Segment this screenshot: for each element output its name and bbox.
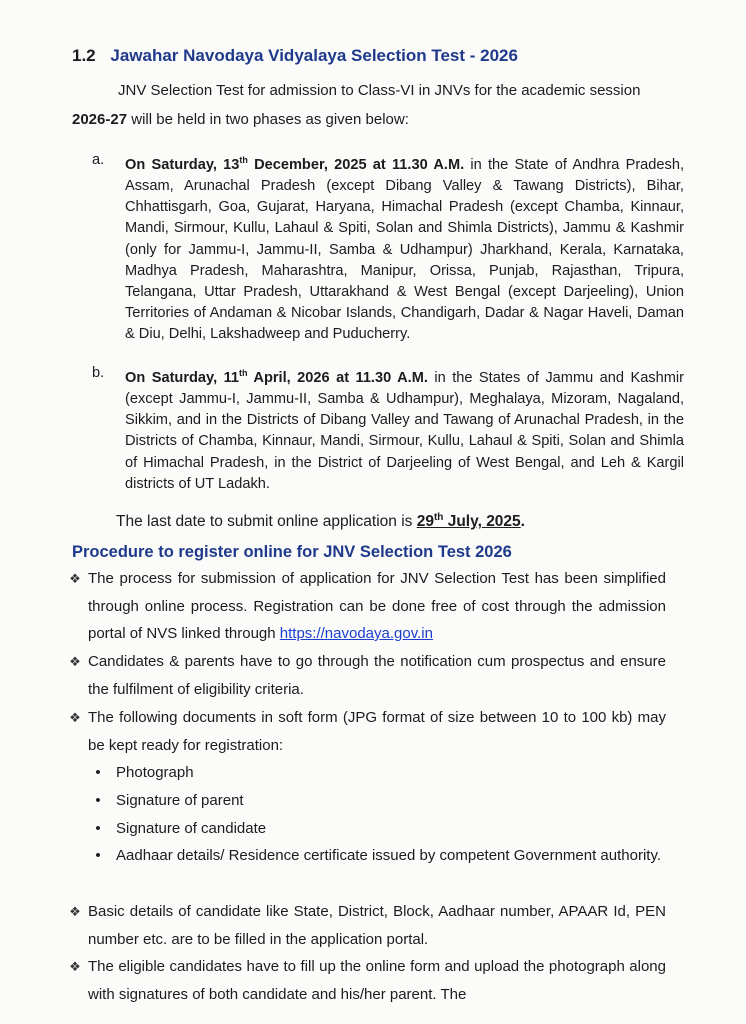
intro-session: 2026-27: [72, 111, 128, 128]
section-heading: [72, 46, 518, 66]
section-title: Jawahar Navodaya Vidyalaya Selection Test - 2026: [110, 46, 518, 65]
bullet-dot-icon: •: [95, 764, 101, 781]
bullet-4-text: Basic details of candidate like State, District, Block, Aadhaar number, APAAR Id, PEN number etc. are to be filled in the application portal.: [88, 903, 666, 948]
procedure-bullet-3: [66, 704, 666, 759]
last-date-line: The last date to submit online application is 29th July, 2025.: [116, 512, 525, 531]
bullet-dot-icon: •: [95, 792, 101, 809]
document-item: • Signature of parent: [92, 787, 666, 815]
navodaya-portal-link[interactable]: https://navodaya.gov.in: [279, 625, 433, 642]
phase-b-text: in the States of Jammu and Kashmir (except Jammu-I, Jammu-II, Samba & Udhampur), Meghalaya, Mizoram, Nagaland, Sikkim, and in the Districts of Dibang Valley and Tawang of Arunachal Pradesh, in the Districts of Chamba, Kinnaur, Mandi, Sirmour, Kullu, Lahaul & Spiti, Solan and Shimla of Himachal Pradesh, in the District of Darjeeling of West Bengal, and Leh & Kargil districts of UT Ladakh.: [125, 369, 684, 492]
section-number: 1.2: [72, 46, 96, 65]
last-date-value: 29th July, 2025: [416, 512, 521, 531]
diamond-bullet-icon: ❖: [69, 571, 81, 586]
bullet-1-text: The process for submission of application for JNV Selection Test has been simplified through online process. Registration can be done free of cost through the admission portal of NVS linked through: [88, 570, 666, 642]
procedure-bullet-4: [66, 898, 666, 953]
bullet-5-text: The eligible candidates have to fill up the online form and upload the photograph along with signatures of both candidate and his/her parent. The: [88, 958, 666, 1003]
bullet-3-text: The following documents in soft form (JPG format of size between 10 to 100 kb) may be kept ready for registration:: [88, 709, 666, 754]
procedure-bullet-1: [66, 565, 666, 648]
document-item: • Aadhaar details/ Residence certificate issued by competent Government authority.: [92, 842, 666, 870]
diamond-bullet-icon: ❖: [69, 959, 81, 974]
phase-b: [92, 363, 684, 495]
last-date-prefix: The last date to submit online application is: [116, 513, 417, 531]
phase-a-text: in the State of Andhra Pradesh, Assam, Arunachal Pradesh (except Dibang Valley & Tawang Districts), Bihar, Chhattisgarh, Goa, Gujarat, Haryana, Himachal Pradesh (except Chamba, Kinnaur, Mandi, Sirmour, Kullu, Lahaul & Spiti, Solan and Shimla Districts), Jammu & Kashmir (only for Jammu-I, Jammu-II, Samba & Udhampur) Jharkhand, Kerala, Karnataka, Madhya Pradesh, Maharashtra, Manipur, Orissa, Punjab, Rajasthan, Tripura, Telangana, Uttar Pradesh, Uttarakhand & West Bengal (except Darjeeling), Union Territories of Andaman & Nicobar Islands, Chandigarh, Dadar & Nagar Haveli, Daman & Diu, Delhi, Lakshadweep and Puducherry.: [125, 156, 685, 343]
intro-paragraph: [72, 76, 684, 134]
procedure-bullet-2: [66, 648, 666, 703]
bullet-dot-icon: •: [95, 847, 101, 864]
intro-line-1: JNV Selection Test for admission to Class-VI in JNVs for the academic session: [118, 82, 641, 99]
bullet-dot-icon: •: [95, 820, 101, 837]
intro-line-2: will be held in two phases as given below:: [127, 111, 409, 128]
phase-a-marker: a.: [92, 152, 105, 168]
diamond-bullet-icon: ❖: [69, 904, 81, 919]
bullet-2-text: Candidates & parents have to go through the notification cum prospectus and ensure the fulfilment of eligibility criteria.: [88, 653, 666, 698]
document-item: • Signature of candidate: [92, 815, 666, 843]
diamond-bullet-icon: ❖: [69, 710, 81, 725]
phase-b-marker: b.: [92, 365, 105, 381]
document-item: • Photograph: [92, 759, 666, 787]
diamond-bullet-icon: ❖: [69, 654, 81, 669]
procedure-heading: Procedure to register online for JNV Selection Test 2026: [72, 543, 512, 561]
procedure-bullet-5: [66, 953, 666, 1008]
phase-a: [92, 150, 684, 346]
phase-b-date: On Saturday, 11th April, 2026 at 11.30 A.M.: [125, 368, 428, 386]
phase-a-date: On Saturday, 13th December, 2025 at 11.30 A.M.: [125, 155, 465, 173]
